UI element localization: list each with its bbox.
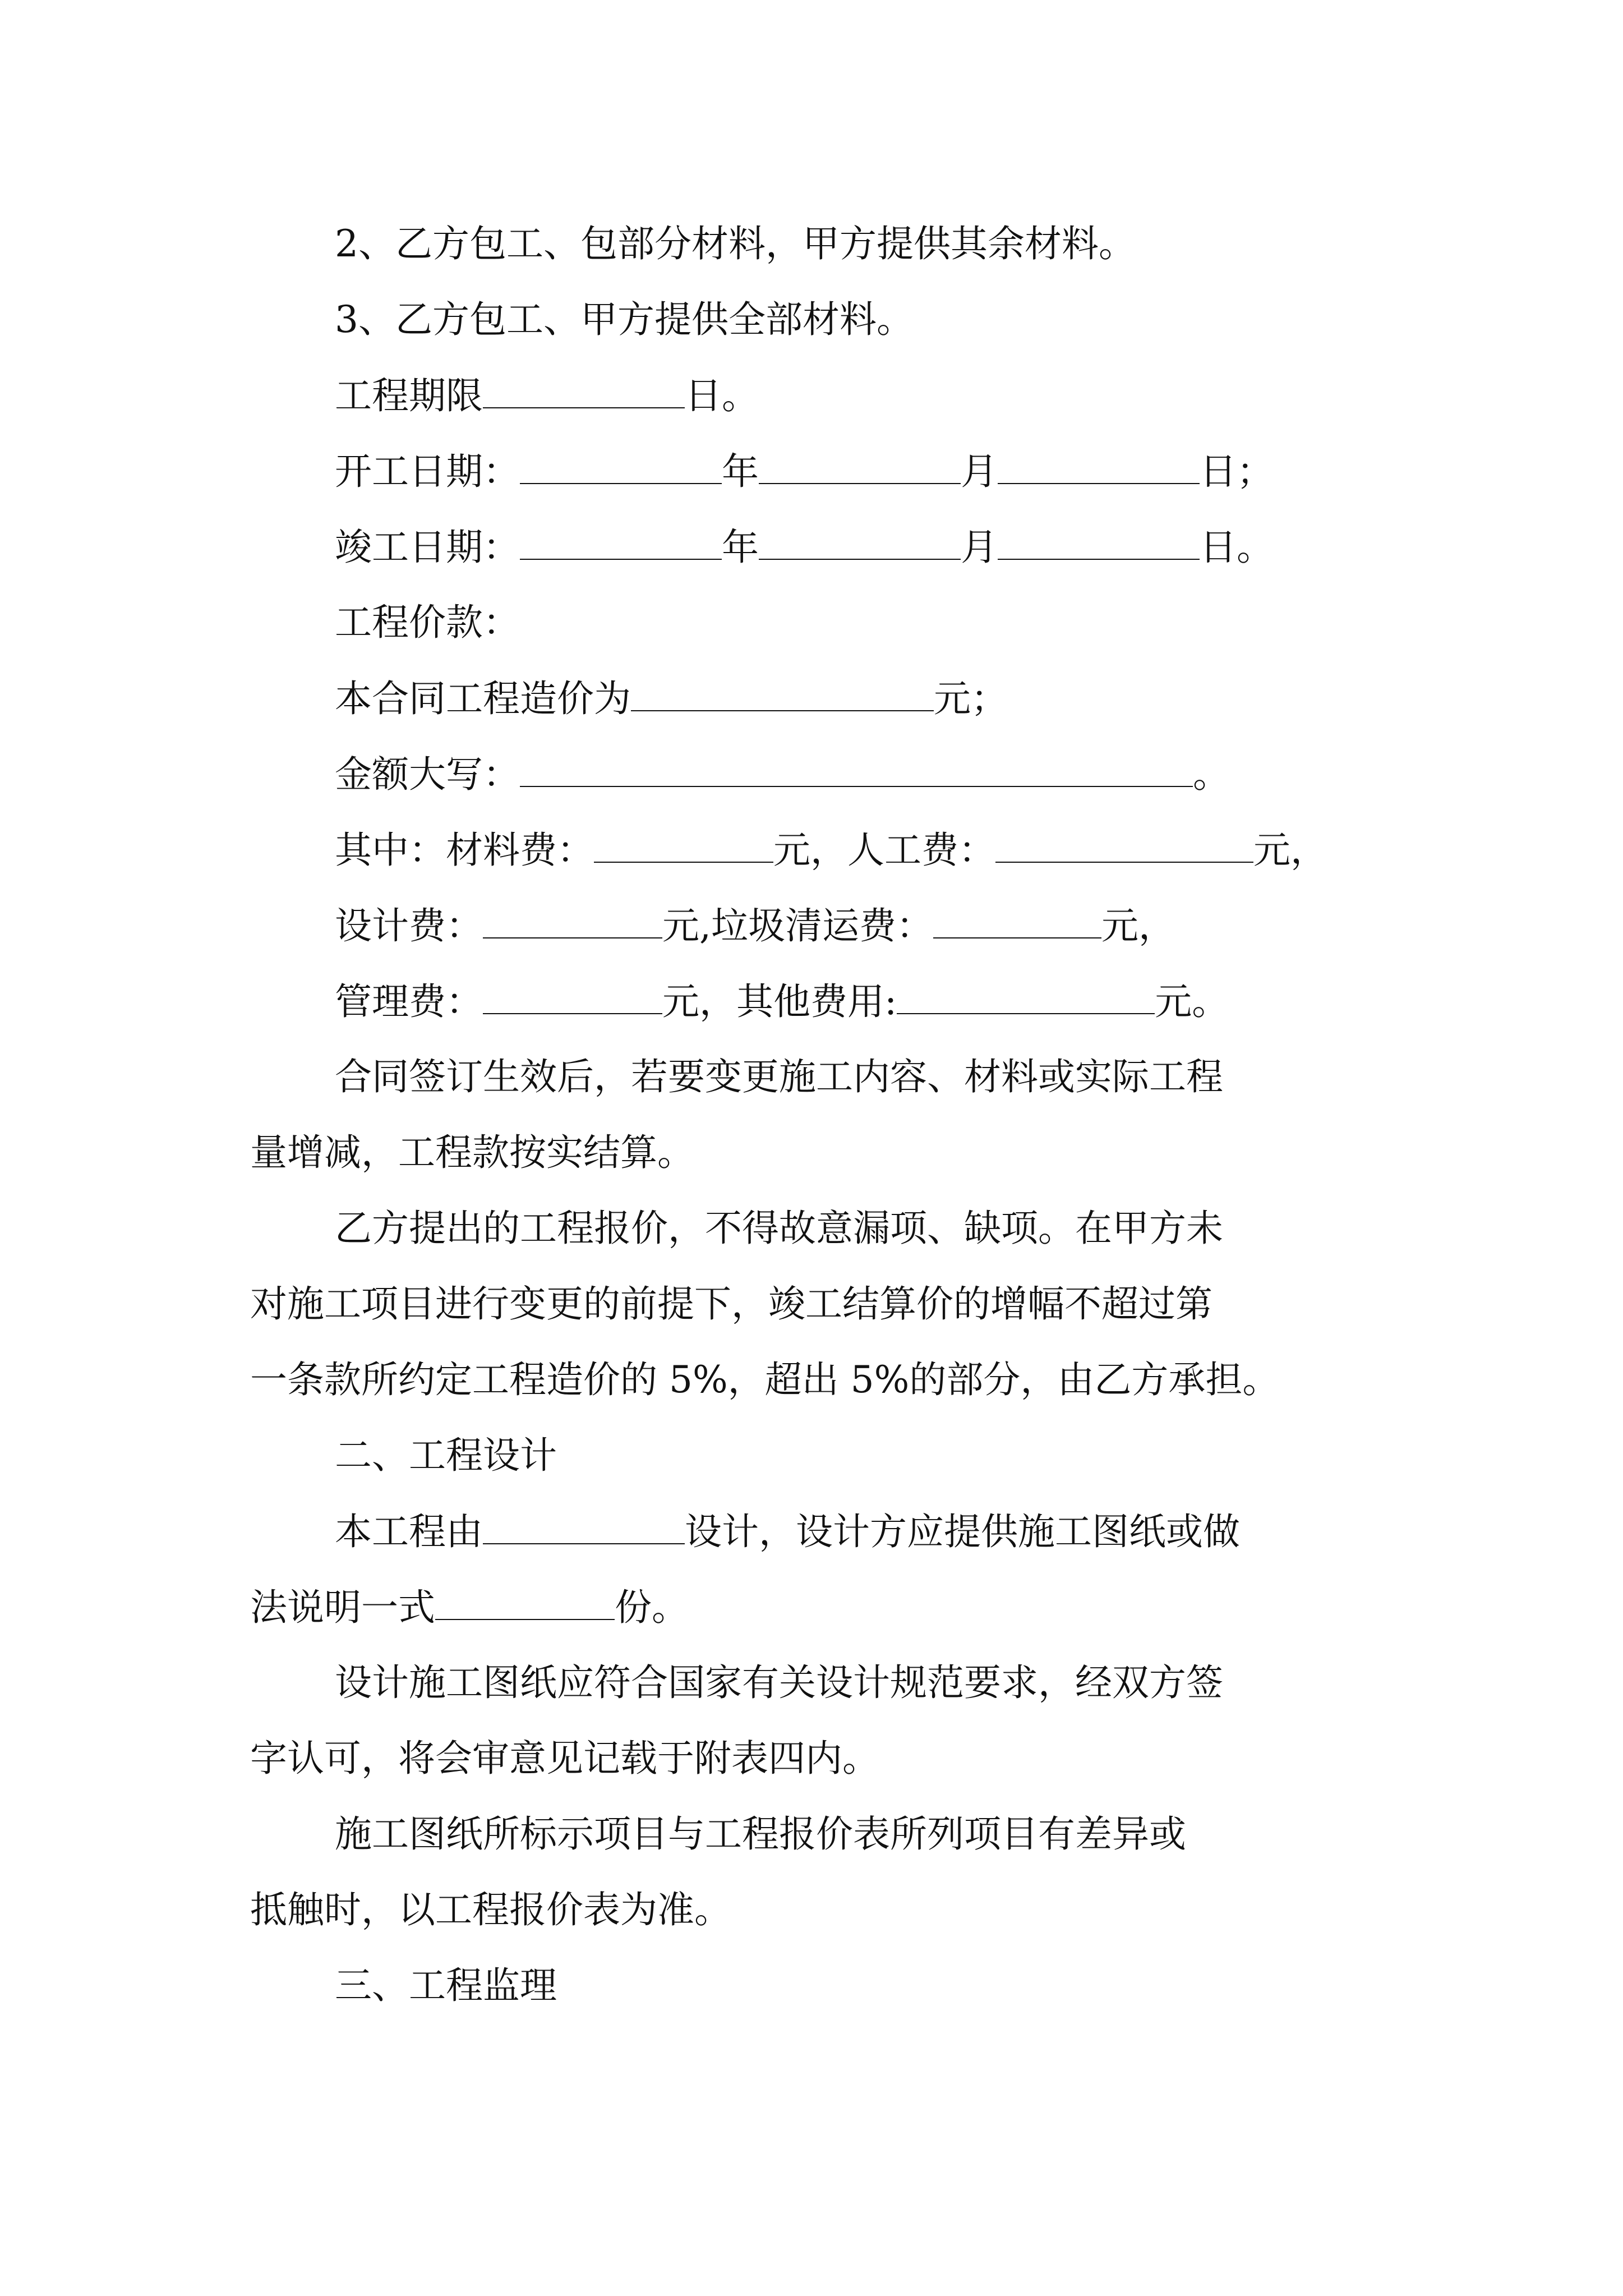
blank-field <box>759 446 961 484</box>
unit-label: 元。 <box>1155 980 1229 1023</box>
paragraph-line: 设计施工图纸应符合国家有关设计规范要求，经双方签 <box>335 1661 1223 1704</box>
blank-field <box>483 900 662 938</box>
start-date-label: 开工日期： <box>335 450 520 493</box>
section-heading: 三、工程监理 <box>335 1964 557 2007</box>
amount-words-label: 金额大写： <box>335 753 520 796</box>
text-line: 2、乙方包工、包部分材料，甲方提供其余材料。 <box>335 222 1136 265</box>
paragraph-line: 抵触时，以工程报价表为准。 <box>250 1888 731 1931</box>
fee-label: 其中：材料费： <box>335 829 594 872</box>
blank-field <box>897 976 1155 1014</box>
design-text: 设计，设计方应提供施工图纸或做 <box>685 1510 1240 1553</box>
end-date-line <box>335 522 1274 573</box>
text-line: 3、乙方包工、甲方提供全部材料。 <box>335 298 914 341</box>
paragraph-line: 施工图纸所标示项目与工程报价表所列项目有差异或 <box>335 1812 1186 1856</box>
day-label: 日； <box>1200 450 1274 493</box>
fee-label: 管理费： <box>335 980 483 1023</box>
period-unit: 日。 <box>685 374 759 417</box>
period-mark: 。 <box>1193 753 1230 796</box>
section-heading: 二、工程设计 <box>335 1434 557 1477</box>
contract-price-label: 本合同工程造价为 <box>335 677 631 720</box>
blank-field <box>520 522 722 560</box>
paragraph-line: 乙方提出的工程报价，不得故意漏项、缺项。在甲方未 <box>335 1207 1223 1250</box>
blank-field <box>483 1506 685 1544</box>
unit-label: 元， <box>1253 829 1327 872</box>
paragraph-line: 一条款所约定工程造价的 5%，超出 5%的部分，由乙方承担。 <box>250 1358 1280 1401</box>
fee-label: 设计费： <box>335 904 483 947</box>
blank-field <box>520 446 722 484</box>
unit-label: 元； <box>934 677 1008 720</box>
fees-line-1 <box>335 825 1327 876</box>
blank-field <box>483 976 662 1014</box>
copies-line <box>250 1582 689 1633</box>
paragraph-line: 合同签订生效后，若要变更施工内容、材料或实际工程 <box>335 1055 1223 1098</box>
contract-price-line <box>335 673 1008 724</box>
paragraph-line: 对施工项目进行变更的前提下，竣工结算价的增幅不超过第 <box>250 1282 1212 1326</box>
design-label: 本工程由 <box>335 1510 483 1553</box>
month-label: 月 <box>961 526 998 569</box>
blank-field <box>995 825 1253 863</box>
blank-field <box>998 446 1200 484</box>
end-date-label: 竣工日期： <box>335 526 520 569</box>
start-date-line <box>335 446 1274 497</box>
blank-field <box>435 1582 615 1620</box>
blank-field <box>594 825 773 863</box>
year-label: 年 <box>722 450 759 493</box>
fee-label: 元，人工费： <box>773 829 995 872</box>
blank-field <box>759 522 961 560</box>
paragraph-line: 字认可，将会审意见记载于附表四内。 <box>250 1737 879 1780</box>
amount-words-line <box>335 749 1230 800</box>
month-label: 月 <box>961 450 998 493</box>
blank-field <box>631 673 934 711</box>
blank-field <box>998 522 1200 560</box>
day-label: 日。 <box>1200 526 1274 569</box>
year-label: 年 <box>722 526 759 569</box>
price-title: 工程价款： <box>335 601 520 644</box>
paragraph-line: 量增减，工程款按实结算。 <box>250 1131 694 1174</box>
copies-label: 法说明一式 <box>250 1586 435 1629</box>
fee-label: 元，其他费用: <box>662 980 897 1023</box>
period-line <box>335 370 759 421</box>
fees-line-2 <box>335 900 1175 951</box>
blank-field <box>483 370 685 408</box>
unit-label: 元， <box>1101 904 1175 947</box>
period-label: 工程期限 <box>335 374 483 417</box>
blank-field <box>933 900 1101 938</box>
unit-label: 份。 <box>615 1586 689 1629</box>
design-line <box>335 1506 1240 1557</box>
fee-label: 元,垃圾清运费： <box>662 904 933 947</box>
blank-field <box>520 749 1193 787</box>
fees-line-3 <box>335 976 1229 1027</box>
